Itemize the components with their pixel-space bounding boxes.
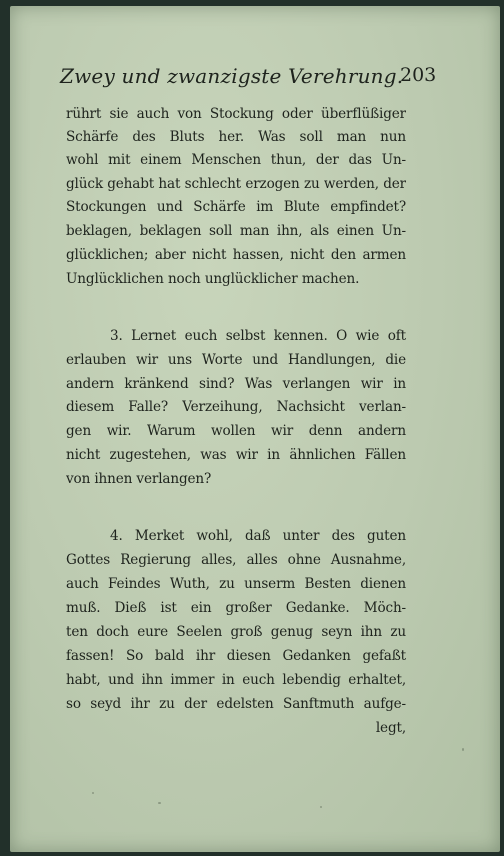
text-line: fassen! So bald ihr diesen Gedanken gefaßt	[66, 648, 406, 664]
paper-speck	[462, 748, 464, 751]
text-line: Unglücklichen noch unglücklicher machen.	[66, 271, 360, 287]
text-line: gen wir. Warum wollen wir denn andern	[66, 423, 406, 439]
text-line: diesem Falle? Verzeihung, Nachsicht verlan-	[66, 399, 406, 415]
text-line: von ihnen verlangen?	[66, 471, 212, 487]
text-line: auch Feindes Wuth, zu unserm Besten dienen	[66, 576, 406, 592]
paper-speck	[320, 806, 322, 808]
running-header	[60, 64, 440, 94]
text-line: habt, und ihn immer in euch lebendig erhaltet,	[66, 672, 406, 688]
text-line: Stockungen und Schärfe im Blute empfindet?	[66, 199, 406, 215]
text-line: nicht zugestehen, was wir in ähnlichen Fällen	[66, 447, 406, 463]
text-line: Gottes Regierung alles, alles ohne Ausnahme,	[66, 552, 406, 568]
text-line: wohl mit einem Menschen thun, der das Un-	[66, 152, 406, 168]
text-line: Schärfe des Bluts her. Was soll man nun	[66, 129, 406, 145]
text-line: beklagen, beklagen soll man ihn, als einen Un-	[66, 223, 406, 239]
text-line: 3. Lernet euch selbst kennen. O wie oft	[110, 328, 406, 344]
text-line: glück gehabt hat schlecht erzogen zu werden, der	[66, 176, 406, 192]
text-line: so seyd ihr zu der edelsten Sanftmuth aufge-	[66, 696, 406, 712]
paper-speck	[158, 802, 161, 804]
text-line: 4. Merket wohl, daß unter des guten	[110, 528, 406, 544]
text-line: andern kränkend sind? Was verlangen wir in	[66, 376, 406, 392]
text-line: muß. Dieß ist ein großer Gedanke. Möch-	[66, 600, 406, 616]
book-page	[10, 6, 500, 852]
text-line: glücklichen; aber nicht hassen, nicht den armen	[66, 247, 406, 263]
text-line: ten doch eure Seelen groß genug seyn ihn zu	[66, 624, 406, 640]
text-line: erlauben wir uns Worte und Handlungen, die	[66, 352, 406, 368]
page-number: 203	[400, 64, 437, 86]
paper-speck	[92, 792, 94, 794]
header-title: Zwey und zwanzigste Verehrung.	[60, 64, 404, 88]
text-line: rührt sie auch von Stockung oder überflüßiger	[66, 106, 406, 122]
catchword: legt,	[375, 720, 406, 736]
